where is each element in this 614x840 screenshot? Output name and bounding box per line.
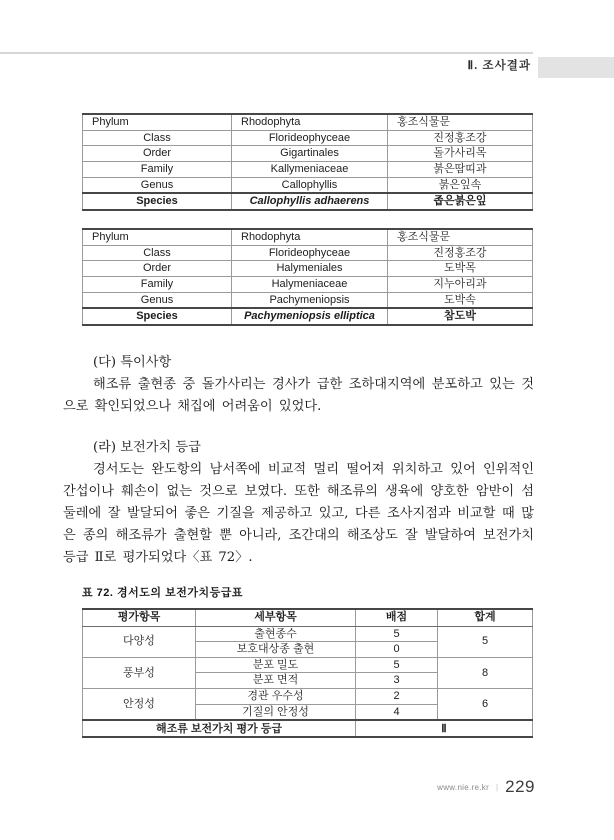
korean-cell: 붉은땀띠과 xyxy=(388,161,533,177)
korean-cell: 진정홍조강 xyxy=(388,245,533,261)
korean-cell: 돌가사리목 xyxy=(388,146,533,162)
col-header-total: 합계 xyxy=(438,609,533,626)
chapter-edge-tab xyxy=(538,57,614,78)
col-header-detail: 세부항목 xyxy=(196,609,356,626)
rank-cell: Phylum xyxy=(83,114,232,130)
body-text xyxy=(63,352,534,569)
table-row xyxy=(83,229,533,245)
table-row xyxy=(83,161,533,177)
grade-summary-label: 해조류 보전가치 평가 등급 xyxy=(83,720,356,737)
subtotal-cell: 8 xyxy=(438,657,533,688)
header-row xyxy=(83,609,533,626)
latin-cell: Callophyllis xyxy=(232,177,388,193)
table-row xyxy=(83,626,533,642)
detail-cell: 기질의 안정성 xyxy=(196,704,356,720)
korean-cell: 붉은잎속 xyxy=(388,177,533,193)
latin-cell: Rhodophyta xyxy=(232,114,388,130)
rank-cell: Phylum xyxy=(83,229,232,245)
table-row xyxy=(83,261,533,277)
latin-cell: Kallymeniaceae xyxy=(232,161,388,177)
grade-summary-value: Ⅱ xyxy=(356,720,533,737)
category-cell: 풍부성 xyxy=(83,657,196,688)
korean-cell: 진정홍조강 xyxy=(388,130,533,146)
korean-cell: 도박속 xyxy=(388,292,533,308)
rank-cell: Family xyxy=(83,276,232,292)
category-cell: 안정성 xyxy=(83,689,196,721)
korean-cell: 홍조식물문 xyxy=(388,114,533,130)
section-header: Ⅱ. 조사결과 xyxy=(467,60,531,72)
footer-separator: | xyxy=(496,782,499,792)
page-number: 229 xyxy=(505,777,535,796)
rank-cell: Class xyxy=(83,130,232,146)
korean-cell: 홍조식물문 xyxy=(388,229,533,245)
paragraph-special-notes: 해조류 출현종 중 돌가사리는 경사가 급한 조하대지역에 분포하고 있는 것으로 확인되었으나 채집에 어려움이 있었다. xyxy=(63,377,534,414)
taxonomy-table-callophyllis xyxy=(82,113,533,211)
korean-cell: 지누아리과 xyxy=(388,276,533,292)
detail-cell: 출현종수 xyxy=(196,626,356,642)
detail-cell: 보호대상종 출현 xyxy=(196,642,356,658)
table-caption: 표 72. 경서도의 보전가치등급표 xyxy=(82,587,243,599)
rank-cell: Genus xyxy=(83,177,232,193)
score-cell: 3 xyxy=(356,673,438,689)
detail-cell: 분포 밀도 xyxy=(196,657,356,673)
latin-cell: Pachymeniopsis xyxy=(232,292,388,308)
footer-website: www.nie.re.kr xyxy=(437,782,490,792)
detail-cell: 경관 우수성 xyxy=(196,689,356,705)
subtotal-cell: 5 xyxy=(438,626,533,657)
species-row xyxy=(83,308,533,325)
score-cell: 0 xyxy=(356,642,438,658)
table-row xyxy=(83,130,533,146)
rank-cell: Order xyxy=(83,146,232,162)
latin-cell: Florideophyceae xyxy=(232,130,388,146)
col-header-category: 평가항목 xyxy=(83,609,196,626)
taxonomy-table-pachymeniopsis xyxy=(82,228,533,326)
category-cell: 다양성 xyxy=(83,626,196,657)
score-cell: 4 xyxy=(356,704,438,720)
korean-cell: 좁은붉은잎 xyxy=(388,193,533,210)
latin-cell: Pachymeniopsis elliptica xyxy=(232,308,388,325)
section-heading-ra: (라) 보전가치 등급 xyxy=(93,440,201,455)
table-row xyxy=(83,245,533,261)
score-cell: 5 xyxy=(356,626,438,642)
table-row xyxy=(83,276,533,292)
rank-cell: Species xyxy=(83,193,232,210)
table-row xyxy=(83,177,533,193)
paragraph-conservation-grade: 경서도는 완도항의 남서쪽에 비교적 멀리 떨어져 위치하고 있어 인위적인 간섭이나 훼손이 없는 것으로 보였다. 또한 해조류의 생육에 양호한 암반이 섬 둘레에 잘 발달되어 좋은 기질을 제공하고 있고, 다른 조사지점과 비교할 때 많은 종의 해조류가 출현할 뿐 아니라, 조간대의 해조상도 잘 발달하여 보전가치등급 Ⅱ로 평가되었다〈표 72〉. xyxy=(63,462,534,565)
latin-cell: Gigartinales xyxy=(232,146,388,162)
latin-cell: Halymeniaceae xyxy=(232,276,388,292)
rank-cell: Species xyxy=(83,308,232,325)
table-row xyxy=(83,689,533,705)
rank-cell: Class xyxy=(83,245,232,261)
korean-cell: 도박목 xyxy=(388,261,533,277)
subtotal-cell: 6 xyxy=(438,689,533,721)
table-row xyxy=(83,146,533,162)
latin-cell: Rhodophyta xyxy=(232,229,388,245)
score-cell: 5 xyxy=(356,657,438,673)
rank-cell: Order xyxy=(83,261,232,277)
species-row xyxy=(83,193,533,210)
page-footer xyxy=(437,777,535,797)
latin-cell: Halymeniales xyxy=(232,261,388,277)
col-header-score: 배점 xyxy=(356,609,438,626)
table-row xyxy=(83,292,533,308)
latin-cell: Florideophyceae xyxy=(232,245,388,261)
grade-summary-row xyxy=(83,720,533,737)
detail-cell: 분포 면적 xyxy=(196,673,356,689)
table-row xyxy=(83,114,533,130)
korean-cell: 참도박 xyxy=(388,308,533,325)
header-rule xyxy=(0,52,533,54)
latin-cell: Callophyllis adhaerens xyxy=(232,193,388,210)
table-row xyxy=(83,657,533,673)
rank-cell: Family xyxy=(83,161,232,177)
rank-cell: Genus xyxy=(83,292,232,308)
conservation-grade-table xyxy=(82,608,533,738)
score-cell: 2 xyxy=(356,689,438,705)
section-heading-da: (다) 특이사항 xyxy=(93,355,172,370)
